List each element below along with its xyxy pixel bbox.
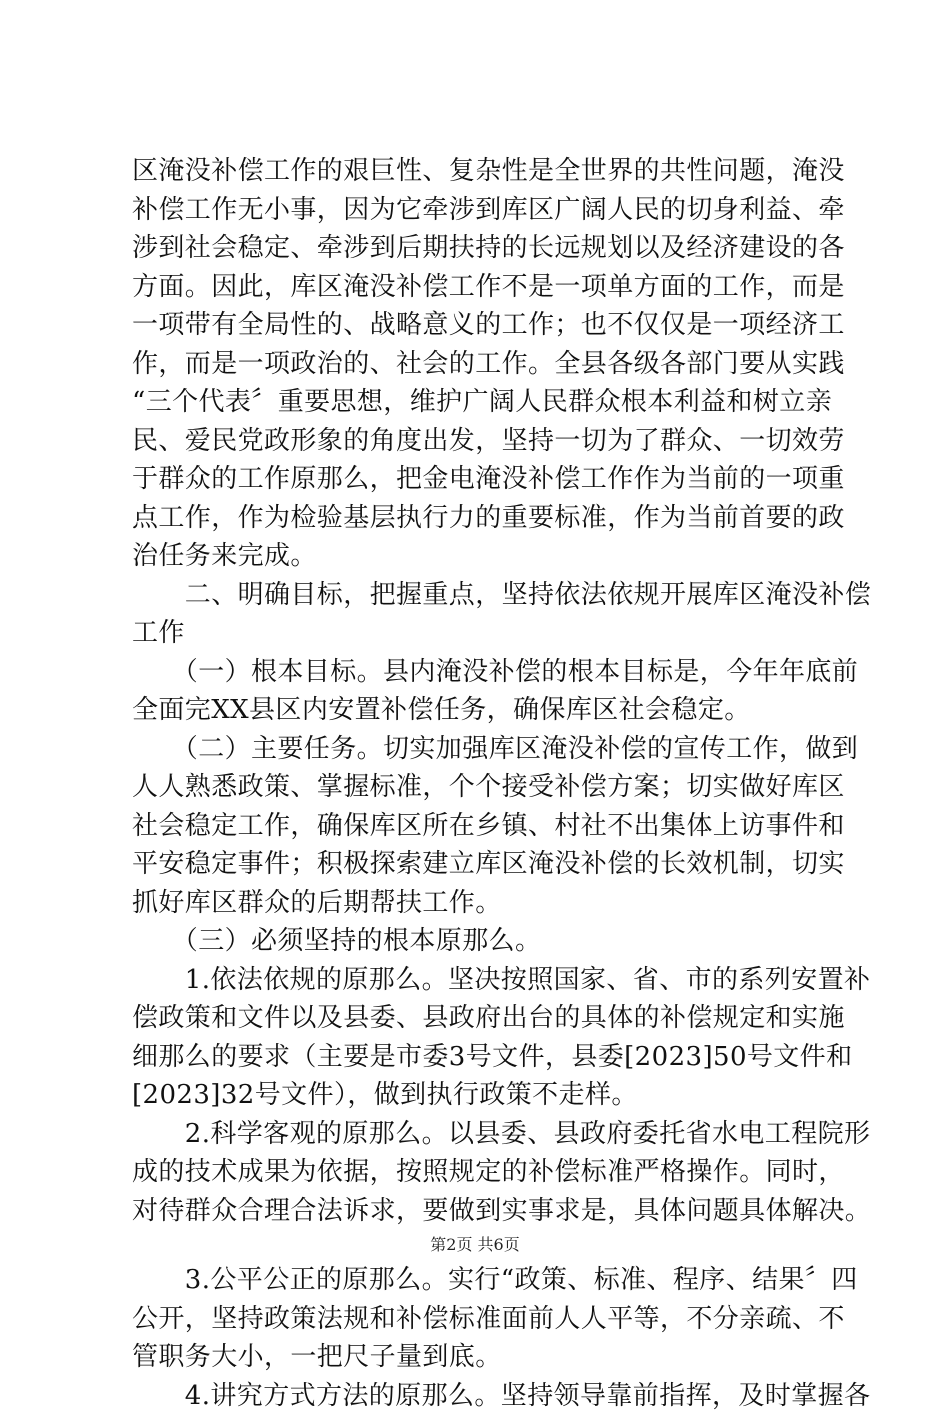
page-number-footer: 第2页 共6页 — [0, 1235, 950, 1255]
text-line: （一）根本目标。县内淹没补偿的根本目标是，今年年底前 — [132, 653, 852, 692]
text-line: （二）主要任务。切实加强库区淹没补偿的宣传工作，做到 — [132, 730, 852, 769]
text-line: 1.依法依规的原那么。坚决按照国家、省、市的系列安置补 — [132, 961, 852, 1000]
text-line: 社会稳定工作，确保库区所在乡镇、村社不出集体上访事件和 — [132, 807, 852, 846]
text-line: 点工作，作为检验基层执行力的重要标准，作为当前首要的政 — [132, 499, 852, 538]
body-text — [132, 152, 852, 1415]
text-line: 细那么的要求（主要是市委3号文件，县委[2023]50号文件和 — [132, 1038, 852, 1077]
text-line: “三个代表〞重要思想，维护广阔人民群众根本利益和树立亲 — [132, 383, 852, 422]
text-line: （三）必须坚持的根本原那么。 — [132, 922, 852, 961]
text-line: 2.科学客观的原那么。以县委、县政府委托省水电工程院形 — [132, 1115, 852, 1154]
text-line: 抓好库区群众的后期帮扶工作。 — [132, 884, 852, 923]
text-line: 涉到社会稳定、牵涉到后期扶持的长远规划以及经济建设的各 — [132, 229, 852, 268]
text-line: 管职务大小，一把尺子量到底。 — [132, 1338, 852, 1377]
text-line: 作，而是一项政治的、社会的工作。全县各级各部门要从实践 — [132, 345, 852, 384]
text-line: 治任务来完成。 — [132, 537, 852, 576]
text-line: 于群众的工作原那么，把金电淹没补偿工作作为当前的一项重 — [132, 460, 852, 499]
text-line: 人人熟悉政策、掌握标准，个个接受补偿方案；切实做好库区 — [132, 768, 852, 807]
section-heading: 二、明确目标，把握重点，坚持依法依规开展库区淹没补偿 — [132, 576, 852, 615]
text-line: 对待群众合理合法诉求，要做到实事求是，具体问题具体解决。 — [132, 1192, 852, 1231]
text-line: 全面完XX县区内安置补偿任务，确保库区社会稳定。 — [132, 691, 852, 730]
text-line: 偿政策和文件以及县委、县政府出台的具体的补偿规定和实施 — [132, 999, 852, 1038]
section-heading: 工作 — [132, 614, 852, 653]
text-line: 民、爱民党政形象的角度出发，坚持一切为了群众、一切效劳 — [132, 422, 852, 461]
text-line: 公开，坚持政策法规和补偿标准面前人人平等，不分亲疏、不 — [132, 1300, 852, 1339]
text-line: 一项带有全局性的、战略意义的工作；也不仅仅是一项经济工 — [132, 306, 852, 345]
text-line: 4.讲究方式方法的原那么。坚持领导靠前指挥，及时掌握各 — [132, 1377, 852, 1415]
text-line: 方面。因此，库区淹没补偿工作不是一项单方面的工作，而是 — [132, 268, 852, 307]
text-line: 区淹没补偿工作的艰巨性、复杂性是全世界的共性问题，淹没 — [132, 152, 852, 191]
text-line: [2023]32号文件），做到执行政策不走样。 — [132, 1076, 852, 1115]
text-line: 补偿工作无小事，因为它牵涉到库区广阔人民的切身利益、牵 — [132, 191, 852, 230]
text-line: 成的技术成果为依据，按照规定的补偿标准严格操作。同时， — [132, 1153, 852, 1192]
text-line: 平安稳定事件；积极探索建立库区淹没补偿的长效机制，切实 — [132, 845, 852, 884]
text-line: 3.公平公正的原那么。实行“政策、标准、程序、结果〞四 — [132, 1261, 852, 1300]
